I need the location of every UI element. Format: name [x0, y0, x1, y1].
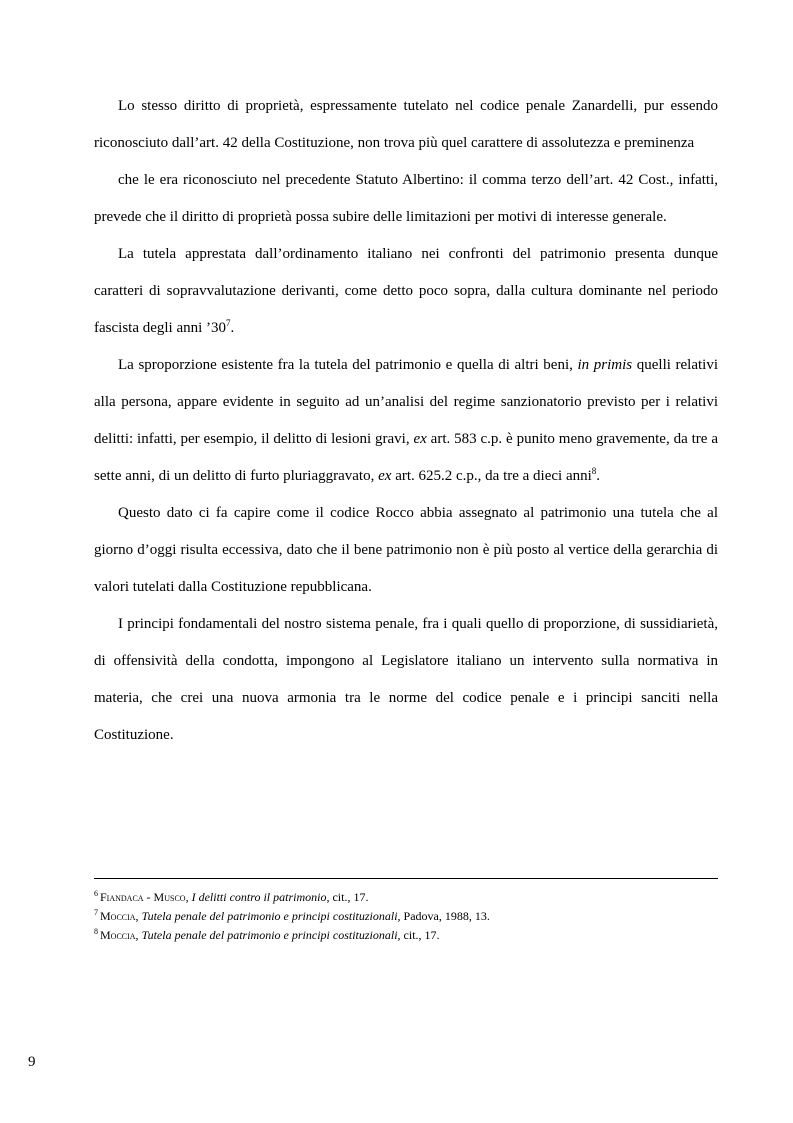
paragraph-5: Questo dato ci fa capire come il codice Rocco abbia assegnato al patrimonio una tutela che al giorno d’oggi risulta eccessiva, dato che il bene patrimonio non è più posto al vertice della gerarchia di valori tutelati dalla Costituzione repubblicana.	[94, 505, 718, 595]
paragraph-4-italic-in-primis: in primis	[577, 357, 633, 373]
paragraph-4	[94, 347, 718, 495]
footnote-rest: cit., 17.	[403, 928, 440, 942]
paragraph-4-italic-ex-2: ex	[378, 468, 392, 484]
footnote-6	[94, 888, 718, 907]
footnote-authors: Moccia,	[100, 928, 139, 942]
paragraph-3	[94, 236, 718, 347]
paragraph-4-italic-ex-1: ex	[413, 431, 427, 447]
paragraph-1: Lo stesso diritto di proprietà, espressamente tutelato nel codice penale Zanardelli, pur essendo riconosciuto dall’art. 42 della Costituzione, non trova più quel carattere di assolutezza e preminenza	[94, 98, 718, 151]
paragraph-3-end: .	[230, 320, 235, 336]
paragraph-4-part-b: quelli relativi alla persona, appare evidente in seguito ad un’analisi del regime sanzionatorio previsto per i relativi delitti: infatti, per esempio, il delitto di lesioni gravi,	[94, 357, 719, 447]
footnote-number: 7	[94, 908, 98, 917]
footnotes	[94, 888, 718, 945]
footnote-7	[94, 907, 718, 926]
footnote-separator	[94, 878, 718, 879]
footnote-number: 8	[94, 927, 98, 936]
paragraph-4-part-a: La sproporzione esistente fra la tutela del patrimonio e quella di altri beni,	[118, 357, 578, 373]
paragraph-3-text: La tutela apprestata dall’ordinamento italiano nei confronti del patrimonio presenta dunque caratteri di sopravvalutazione derivanti, come detto poco sopra, dalla cultura dominante nel periodo fascista degli anni ’30	[94, 246, 718, 336]
paragraph-6: I principi fondamentali del nostro sistema penale, fra i quali quello di proporzione, di sussidiarietà, di offensività della condotta, impongono al Legislatore italiano un intervento sulla normativa in materia, che crei una nuova armonia tra le norme del codice penale e i principi sanciti nella Costituzione.	[94, 616, 718, 743]
paragraph-4-end: .	[596, 468, 601, 484]
paragraph-2: che le era riconosciuto nel precedente Statuto Albertino: il comma terzo dell’art. 42 Cost., infatti, prevede che il diritto di proprietà possa subire delle limitazioni per motivi di interesse generale.	[94, 172, 718, 225]
page-number: 9	[28, 1054, 36, 1070]
paragraph-4-part-c: art. 583 c.p. è punito meno gravemente, da tre a sette anni, di un delitto di furto pluriaggravato,	[94, 431, 718, 484]
main-text	[94, 88, 718, 754]
footnote-title: Tutela penale del patrimonio e principi costituzionali,	[141, 928, 401, 942]
footnote-number: 6	[94, 889, 98, 898]
footnote-rest: Padova, 1988, 13.	[403, 909, 490, 923]
footnote-authors: Moccia,	[100, 909, 139, 923]
footnote-ref-8: 8	[591, 466, 597, 476]
footnote-authors: Fiandaca - Musco,	[100, 890, 189, 904]
footnote-title: Tutela penale del patrimonio e principi costituzionali,	[141, 909, 401, 923]
footnote-title: I delitti contro il patrimonio,	[191, 890, 330, 904]
paragraph-4-part-d: art. 625.2 c.p., da tre a dieci anni	[391, 468, 592, 484]
footnote-ref-7: 7	[226, 318, 231, 328]
footnote-8	[94, 926, 718, 945]
footnote-rest: cit., 17.	[332, 890, 369, 904]
